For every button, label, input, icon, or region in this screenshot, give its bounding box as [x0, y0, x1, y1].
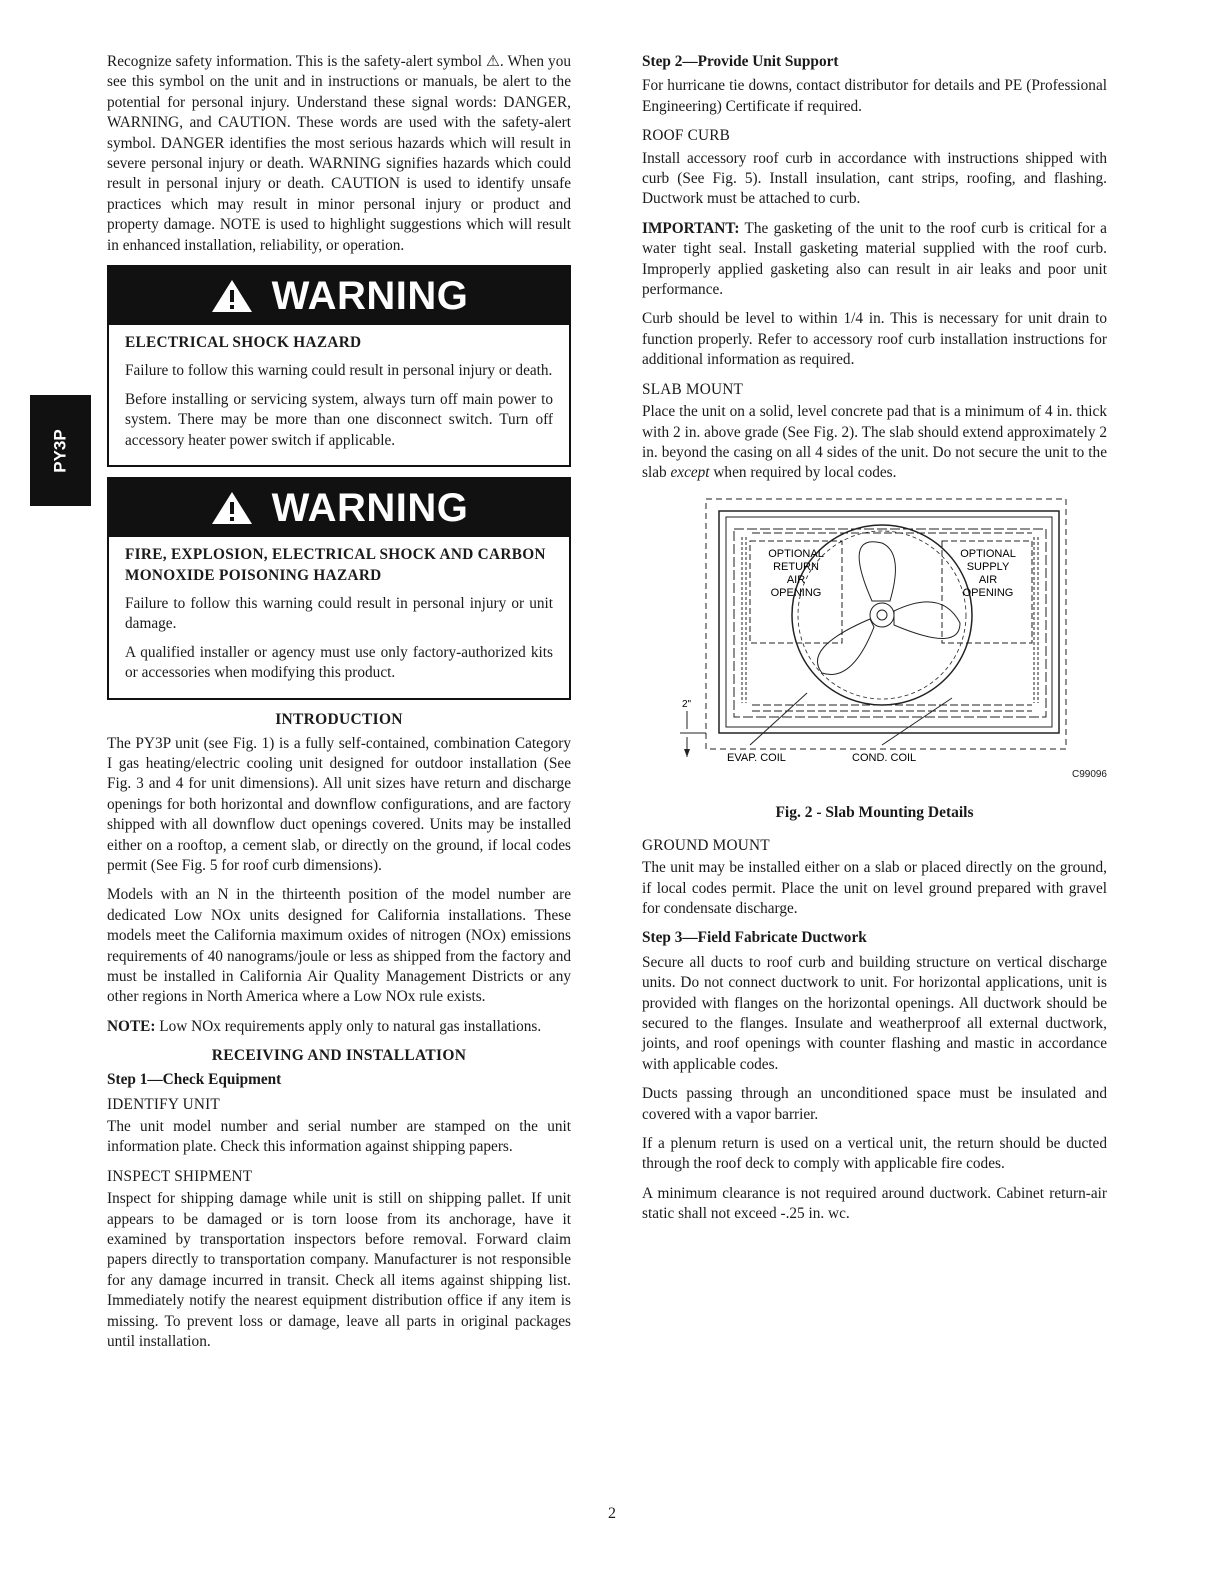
warning-text: Failure to follow this warning could result in personal injury or death. — [125, 362, 553, 380]
evap-coil-label: EVAP. COIL — [727, 751, 786, 764]
warning-banner — [109, 267, 569, 325]
cond-coil-label: COND. COIL — [852, 751, 917, 764]
slab-mounting-diagram — [642, 493, 1107, 768]
intro-paragraph: Models with an N in the thirteenth position of the model number are dedicated Low NOx units designed for California installations. These models meet the California maximum oxides of nitrogen (NOx) emissions requirements of 40 nanograms/joule or less as shipped from the factory and must be installed in California Air Quality Management Districts or any other regions in North America where a Low NOx rule exists. — [107, 886, 571, 1006]
important-paragraph — [642, 219, 1107, 301]
step1-title: Step 1—Check Equipment — [107, 1071, 282, 1089]
warning-banner — [109, 479, 569, 537]
step3-paragraph: Secure all ducts to roof curb and building structure on vertical discharge units. Do not connect ductwork to unit. For horizontal applications, unit is provided with flanges on the horizontal openings. All ductwork should be secured to the flanges. Insulate and weatherproof all external ductwork, joints, and roof openings with counter flashing and mastic in accordance with applicable codes. — [642, 953, 1107, 1073]
right-column — [642, 52, 1107, 1234]
warning-label: WARNING — [271, 273, 469, 318]
ground-mount-title: GROUND MOUNT — [642, 836, 770, 854]
inspect-shipment-title: INSPECT SHIPMENT — [107, 1167, 253, 1185]
figure-caption: Fig. 2 - Slab Mounting Details — [775, 803, 974, 821]
step3-paragraph: A minimum clearance is not required around ductwork. Cabinet return-air static shall not exceed -.25 in. wc. — [642, 1184, 1107, 1223]
step3-paragraph: If a plenum return is used on a vertical unit, the return should be ducted through the roof deck to comply with applicable fire codes. — [642, 1135, 1107, 1173]
step2-intro: For hurricane tie downs, contact distributor for details and PE (Professional Engineering) Certificate if required. — [642, 77, 1107, 115]
important-text: The gasketing of the unit to the roof curb is critical for a water tight seal. Install gasketing material supplied with the roof curb. Improperly applied gasketing also can result in air leaks and poor unit performance. — [642, 219, 1107, 299]
supply-label: OPENING — [962, 586, 1014, 599]
identify-unit-title: IDENTIFY UNIT — [107, 1095, 220, 1113]
note-label: NOTE: — [107, 1017, 156, 1035]
side-tab: PY3P — [30, 395, 91, 506]
receiving-heading: RECEIVING AND INSTALLATION — [211, 1047, 467, 1065]
slab-mount-text: Place the unit on a solid, level concrete pad that is a minimum of 4 in. thick with 2 in. above grade (See Fig. 2). The slab should extend approximately 2 in. beyond the casing on all 4 sides of the unit. Do not secure the unit to the slab except when required by local codes. — [642, 403, 1107, 482]
left-column — [107, 52, 571, 1362]
intro-paragraph: The PY3P unit (see Fig. 1) is a fully self-contained, combination Category I gas heating/electric cooling unit designed for outdoor installation (See Fig. 3 and 4 for unit dimensions). All unit sizes have return and discharge openings for both horizontal and downflow configurations, and are factory shipped with all downflow duct openings covered. Units may be installed either on a rooftop, a cement slab, or directly on the ground, if local codes permit (See Fig. 5 for roof curb dimensions). — [107, 734, 571, 874]
warning-triangle-icon — [210, 278, 254, 314]
introduction-heading: INTRODUCTION — [275, 710, 403, 728]
curb-level-text: Curb should be level to within 1/4 in. This is necessary for unit drain to function properly. Refer to accessory roof curb installation instructions for additional information as required. — [642, 310, 1107, 369]
ground-mount-text: The unit may be installed either on a slab or placed directly on the ground, if local codes permit. Place the unit on level ground prepared with gravel for condensate discharge. — [642, 859, 1107, 917]
note-paragraph — [107, 1017, 571, 1037]
step3-title: Step 3—Field Fabricate Ductwork — [642, 929, 867, 947]
supply-label: SUPPLY — [966, 560, 1010, 573]
step3-paragraph: Ducts passing through an unconditioned space must be insulated and covered with a vapor barrier. — [642, 1085, 1107, 1123]
hazard-title: FIRE, EXPLOSION, ELECTRICAL SHOCK AND CARBON MONOXIDE POISONING HAZARD — [125, 546, 546, 584]
return-label: RETURN — [773, 560, 819, 573]
warning-label: WARNING — [271, 485, 469, 530]
warning-triangle-icon — [210, 490, 254, 526]
warning-text: Before installing or servicing system, always turn off main power to system. There may be more than one disconnect switch. Turn off accessory heater power switch if applicable. — [125, 390, 553, 449]
warning-text: Failure to follow this warning could result in personal injury or unit damage. — [125, 594, 553, 633]
figure-2 — [642, 493, 1107, 798]
roof-curb-text: Install accessory roof curb in accordance with instructions shipped with curb (See Fig. 5). Install insulation, cant strips, roofing, and flashing. Ductwork must be attached to curb. — [642, 149, 1107, 208]
warning-box-fire — [107, 477, 571, 699]
return-label: AIR — [786, 573, 806, 586]
page-number: 2 — [608, 1505, 616, 1522]
safety-intro: Recognize safety information. This is the safety-alert symbol ⚠. When you see this symbol on the unit and in instructions or manuals, be alert to the potential for personal injury. Understand these signal words: DANGER, WARNING, and CAUTION. These words are used with the safety-alert symbol. DANGER identifies the most serious hazards which will result in severe personal injury or death. WARNING signifies hazards which could result in personal injury or death. CAUTION is used to identify unsafe practices which may result in minor personal injury or product and property damage. NOTE is used to highlight suggestions which will result in enhanced installation, reliability, or operation. — [107, 53, 571, 254]
figure-code: C99096 — [1071, 768, 1107, 780]
identify-unit-text: The unit model number and serial number are stamped on the unit information plate. Check this information against shipping papers. — [107, 1118, 571, 1156]
warning-text: A qualified installer or agency must use only factory-authorized kits or accessories when modifying this product. — [125, 643, 553, 682]
important-label: IMPORTANT: — [642, 219, 740, 237]
step2-title: Step 2—Provide Unit Support — [642, 53, 839, 70]
supply-label: OPTIONAL — [960, 547, 1016, 560]
supply-label: AIR — [978, 573, 998, 586]
dimension-label: 2" — [682, 698, 692, 710]
slab-mount-title: SLAB MOUNT — [642, 380, 744, 398]
note-text: Low NOx requirements apply only to natural gas installations. — [159, 1017, 542, 1035]
hazard-title: ELECTRICAL SHOCK HAZARD — [125, 334, 362, 352]
roof-curb-title: ROOF CURB — [642, 127, 731, 145]
warning-box-electrical — [107, 265, 571, 467]
return-label: OPTIONAL — [768, 547, 824, 560]
inspect-shipment-text: Inspect for shipping damage while unit is still on shipping pallet. If unit appears to be damaged or is torn loose from its anchorage, have it examined by transportation inspectors before removal. Forward claim papers directly to transportation company. Manufacturer is not responsible for any damage incurred in transit. Check all items against shipping list. Immediately notify the nearest equipment distribution office if any item is missing. To prevent loss or damage, leave all parts in original packages until installation. — [107, 1190, 571, 1351]
return-label: OPENING — [770, 586, 822, 599]
